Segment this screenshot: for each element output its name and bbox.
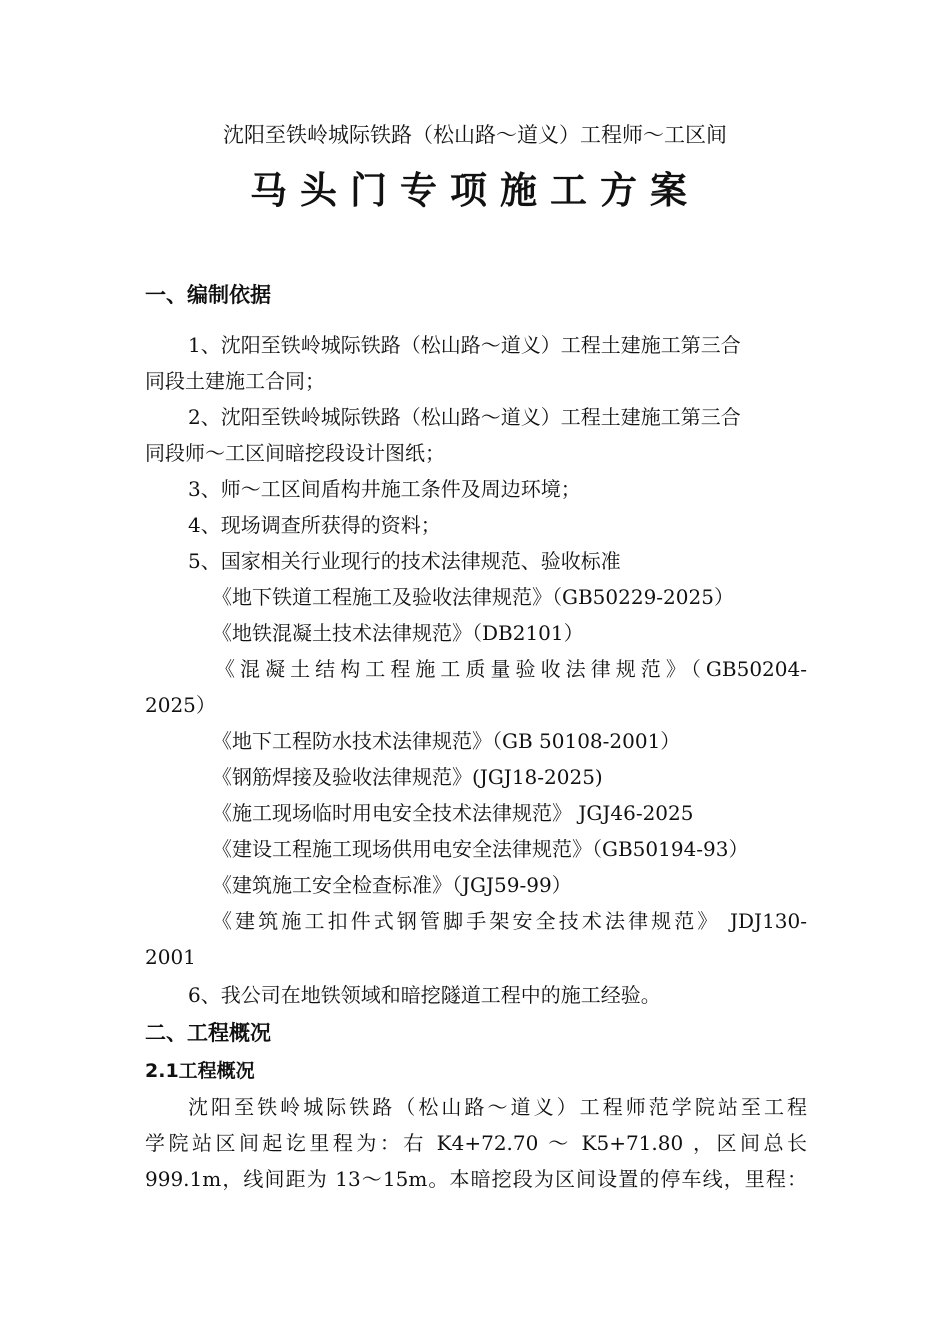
section-heading-overview: 二、工程概况 — [145, 1021, 271, 1045]
standard-6: 《施工现场临时用电安全技术法律规范》 JGJ46-2025 — [212, 801, 694, 825]
basis-item-4: 4、现场调查所获得的资料； — [188, 513, 441, 537]
standard-7: 《建设工程施工现场供用电安全法律规范》（GB50194-93） — [212, 837, 749, 861]
standard-9-line-1: 《建筑施工扣件式钢管脚手架安全技术法律规范》 JDJ130- — [212, 909, 807, 933]
overview-paragraph-line-2: 学院站区间起讫里程为：右 K4+72.70 ～ K5+71.80 ，区间总长 — [145, 1131, 807, 1155]
standard-4: 《地下工程防水技术法律规范》（GB 50108-2001） — [212, 729, 681, 753]
section-heading-basis: 一、编制依据 — [145, 283, 271, 307]
standard-3-line-2: 2025） — [145, 693, 216, 717]
overview-paragraph-line-1: 沈阳至铁岭城际铁路（松山路～道义）工程师范学院站至工程 — [188, 1095, 807, 1119]
overview-paragraph-line-3: 999.1m，线间距为 13～15m。本暗挖段为区间设置的停车线，里程： — [145, 1167, 807, 1191]
basis-item-5: 5、国家相关行业现行的技术法律规范、验收标准 — [188, 549, 621, 573]
standard-8: 《建筑施工安全检查标准》（JGJ59-99） — [212, 873, 572, 897]
standard-9-line-2: 2001 — [145, 945, 196, 969]
subsection-heading-overview: 2.1工程概况 — [145, 1060, 255, 1082]
standard-1: 《地下铁道工程施工及验收法律规范》（GB50229-2025） — [212, 585, 734, 609]
basis-item-2-line-1: 2、沈阳至铁岭城际铁路（松山路～道义）工程土建施工第三合 — [188, 405, 741, 429]
standard-3-line-1: 《混凝土结构工程施工质量验收法律规范》（GB50204- — [215, 657, 807, 681]
basis-item-1-line-2: 同段土建施工合同； — [145, 369, 325, 393]
basis-item-3: 3、师～工区间盾构井施工条件及周边环境； — [188, 477, 581, 501]
basis-item-2-line-2: 同段师～工区间暗挖段设计图纸； — [145, 441, 445, 465]
document-subtitle: 沈阳至铁岭城际铁路（松山路～道义）工程师～工区间 — [223, 123, 727, 147]
standard-2: 《地铁混凝土技术法律规范》（DB2101） — [212, 621, 584, 645]
document-title: 马头门专项施工方案 — [250, 168, 700, 212]
standard-5: 《钢筋焊接及验收法律规范》(JGJ18-2025) — [212, 765, 603, 789]
basis-item-1-line-1: 1、沈阳至铁岭城际铁路（松山路～道义）工程土建施工第三合 — [188, 333, 741, 357]
basis-item-6: 6、我公司在地铁领域和暗挖隧道工程中的施工经验。 — [188, 983, 661, 1007]
